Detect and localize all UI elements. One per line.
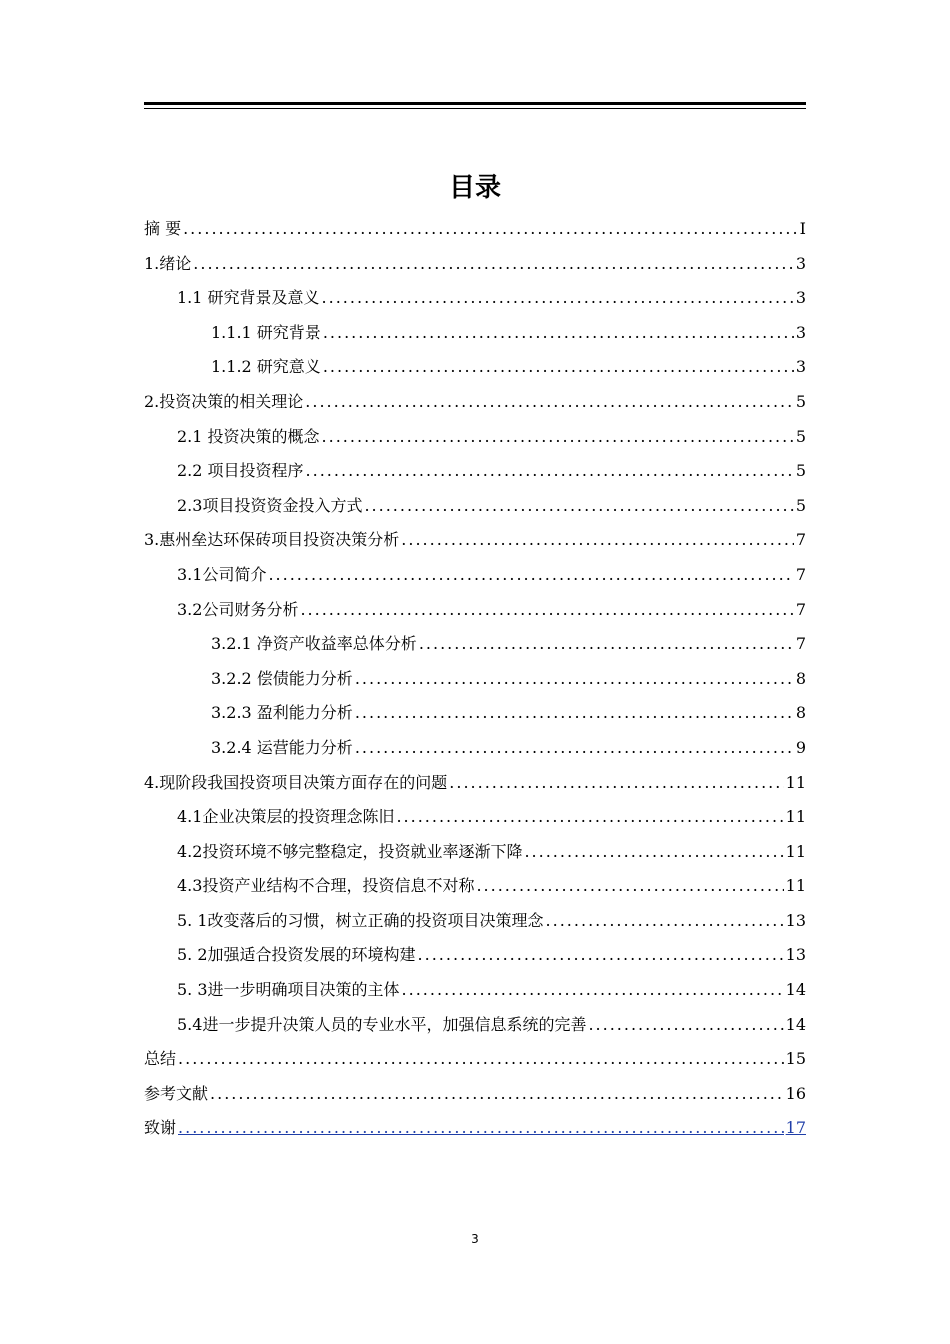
- toc-entry-page: 13: [785, 945, 806, 965]
- header-rule: [144, 102, 806, 110]
- toc-dot-leader: [524, 835, 783, 870]
- header-rule-thin: [144, 108, 806, 109]
- toc-dot-leader: [268, 558, 793, 593]
- toc-entry[interactable]: [144, 835, 806, 870]
- toc-dot-leader: [355, 696, 794, 731]
- toc-entry-page: 3: [795, 322, 806, 342]
- toc-title: 目录: [448, 173, 501, 203]
- table-of-contents: [144, 212, 806, 1146]
- toc-entry[interactable]: [144, 212, 806, 247]
- toc-dot-leader: [419, 627, 794, 662]
- toc-dot-leader: [305, 385, 794, 420]
- page-number: 3: [471, 1232, 479, 1246]
- toc-entry-page: 17: [785, 1118, 806, 1138]
- toc-dot-leader: [210, 1077, 784, 1112]
- toc-entry-label: 2.1 投资决策的概念: [177, 426, 320, 446]
- toc-entry[interactable]: [144, 247, 806, 282]
- toc-entry[interactable]: [144, 869, 806, 904]
- toc-entry-label: 1.1.2 研究意义: [211, 357, 321, 377]
- toc-entry[interactable]: [144, 558, 806, 593]
- toc-dot-leader: [322, 281, 794, 316]
- toc-entry-page: 11: [785, 876, 806, 896]
- toc-entry[interactable]: [144, 523, 806, 558]
- toc-dot-leader: [546, 904, 784, 939]
- toc-entry[interactable]: [144, 904, 806, 939]
- toc-entry[interactable]: [144, 420, 806, 455]
- toc-entry[interactable]: [144, 1008, 806, 1043]
- toc-entry-page: 11: [785, 807, 806, 827]
- toc-entry-label: 5. 3进一步明确项目决策的主体: [177, 980, 400, 1000]
- toc-entry[interactable]: [144, 385, 806, 420]
- toc-entry[interactable]: [144, 1077, 806, 1112]
- toc-entry-page: I: [799, 219, 806, 238]
- toc-entry-label: 2.3项目投资资金投入方式: [177, 495, 363, 515]
- toc-entry-label: 总结: [144, 1049, 177, 1069]
- toc-dot-leader: [588, 1008, 783, 1043]
- toc-entry[interactable]: [144, 973, 806, 1008]
- toc-entry[interactable]: [144, 316, 806, 351]
- toc-entry-page: 3: [795, 357, 806, 377]
- toc-entry-label: 3.2.1 净资产收益率总体分析: [211, 634, 417, 654]
- toc-dot-leader: [193, 247, 794, 282]
- toc-entry-label: 参考文献: [144, 1083, 209, 1103]
- toc-entry[interactable]: [144, 1111, 806, 1146]
- toc-dot-leader: [355, 662, 794, 697]
- toc-entry-page: 8: [795, 668, 806, 688]
- toc-entry[interactable]: [144, 766, 806, 801]
- toc-entry-page: 16: [785, 1083, 806, 1103]
- toc-dot-leader: [178, 1111, 784, 1146]
- toc-entry-label: 摘 要: [144, 219, 182, 238]
- toc-entry-label: 4.3投资产业结构不合理，投资信息不对称: [177, 876, 475, 896]
- toc-entry[interactable]: [144, 696, 806, 731]
- toc-dot-leader: [323, 316, 794, 351]
- toc-entry-page: 5: [795, 391, 806, 411]
- toc-entry[interactable]: [144, 731, 806, 766]
- header-rule-thick: [144, 102, 806, 105]
- toc-entry-page: 5: [795, 426, 806, 446]
- toc-dot-leader: [402, 973, 784, 1008]
- toc-entry-page: 15: [785, 1049, 806, 1069]
- toc-entry-page: 14: [785, 1014, 806, 1034]
- toc-entry[interactable]: [144, 454, 806, 489]
- toc-entry-label: 3.惠州垒达环保砖项目投资决策分析: [144, 530, 400, 550]
- toc-entry-label: 4.1企业决策层的投资理念陈旧: [177, 807, 395, 827]
- toc-entry[interactable]: [144, 593, 806, 628]
- toc-entry-page: 5: [795, 461, 806, 481]
- toc-dot-leader: [306, 454, 794, 489]
- toc-entry[interactable]: [144, 627, 806, 662]
- toc-entry-label: 1.1.1 研究背景: [211, 322, 321, 342]
- toc-entry-page: 9: [795, 737, 806, 757]
- toc-entry-label: 致谢: [144, 1118, 177, 1138]
- toc-dot-leader: [476, 869, 783, 904]
- toc-entry[interactable]: [144, 350, 806, 385]
- toc-entry-label: 1.绪论: [144, 253, 192, 273]
- toc-entry-label: 5. 1改变落后的习惯，树立正确的投资项目决策理念: [177, 910, 544, 930]
- toc-entry-label: 3.2公司财务分析: [177, 599, 299, 619]
- toc-entry-label: 2.投资决策的相关理论: [144, 391, 304, 411]
- toc-dot-leader: [183, 212, 798, 247]
- toc-dot-leader: [178, 1042, 784, 1077]
- toc-entry[interactable]: [144, 938, 806, 973]
- toc-dot-leader: [418, 938, 784, 973]
- toc-entry[interactable]: [144, 662, 806, 697]
- toc-dot-leader: [300, 593, 793, 628]
- toc-dot-leader: [322, 420, 794, 455]
- toc-entry-page: 7: [795, 599, 806, 619]
- toc-entry-page: 8: [795, 703, 806, 723]
- toc-entry-label: 5.4进一步提升决策人员的专业水平，加强信息系统的完善: [177, 1014, 587, 1034]
- toc-entry-page: 7: [795, 564, 806, 584]
- toc-entry-label: 2.2 项目投资程序: [177, 461, 304, 481]
- toc-entry-label: 1.1 研究背景及意义: [177, 288, 320, 308]
- toc-entry-page: 11: [785, 841, 806, 861]
- toc-dot-leader: [449, 766, 783, 801]
- toc-dot-leader: [401, 523, 794, 558]
- toc-entry-page: 3: [795, 253, 806, 273]
- toc-entry-page: 13: [785, 910, 806, 930]
- toc-entry[interactable]: [144, 489, 806, 524]
- toc-entry-label: 5. 2加强适合投资发展的环境构建: [177, 945, 416, 965]
- toc-entry[interactable]: [144, 281, 806, 316]
- toc-entry-label: 3.2.2 偿债能力分析: [211, 668, 353, 688]
- toc-dot-leader: [396, 800, 783, 835]
- toc-entry-page: 11: [785, 772, 806, 792]
- toc-entry-page: 7: [795, 634, 806, 654]
- toc-entry[interactable]: [144, 1042, 806, 1077]
- toc-entry-page: 14: [785, 980, 806, 1000]
- toc-entry-label: 4.2投资环境不够完整稳定，投资就业率逐渐下降: [177, 841, 523, 861]
- toc-entry-page: 5: [795, 495, 806, 515]
- toc-dot-leader: [323, 350, 794, 385]
- toc-dot-leader: [355, 731, 794, 766]
- toc-entry-label: 3.2.4 运营能力分析: [211, 737, 353, 757]
- toc-dot-leader: [364, 489, 793, 524]
- toc-entry-label: 3.2.3 盈利能力分析: [211, 703, 353, 723]
- toc-entry-label: 4.现阶段我国投资项目决策方面存在的问题: [144, 772, 448, 792]
- toc-entry[interactable]: [144, 800, 806, 835]
- toc-entry-label: 3.1公司简介: [177, 564, 267, 584]
- toc-entry-page: 7: [795, 530, 806, 550]
- toc-entry-page: 3: [795, 288, 806, 308]
